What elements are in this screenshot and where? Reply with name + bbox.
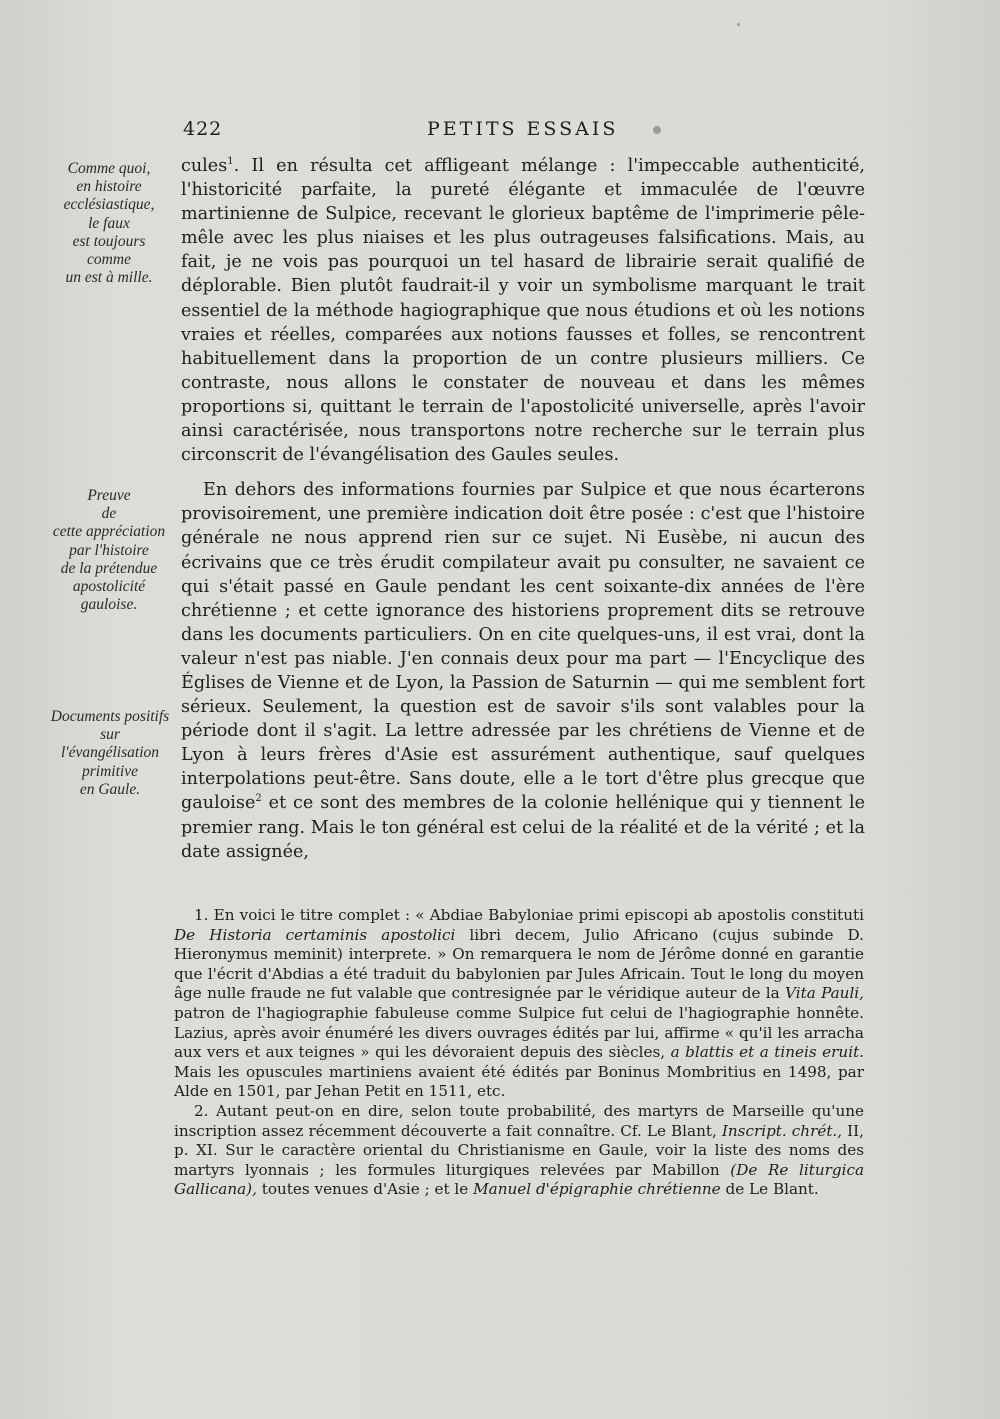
page-number: 422 [183,118,223,140]
text-run: II, p. XI. Sur le caractère oriental du Christianisme en Gaule, voir la liste des noms des martyrs lyonnais ; les formules liturgiques relevées par Mabillon [174,1121,864,1179]
text-run: et ce sont des membres de la colonie hellénique qui y tiennent le premier rang. Mais le ton général est celui de la réalité et de la vérité ; et la date assignée, [181,793,865,862]
text-run: 1. En voici le titre complet : « Abdiae Babyloniae primi episcopi ab apostolis constituti [194,906,864,924]
text-run: toutes venues d'Asie ; et le [256,1180,474,1199]
text-run: 2. Autant peut-on en dire, selon toute probabilité, des martyrs de Marseille qu'une inscription assez récemment découverte a fait connaître. Cf. Le Blant, [174,1101,864,1140]
margin-note-line: en histoire [76,178,142,196]
margin-note-line: apostolicité [72,578,146,596]
footnote-ref: 1 [227,156,234,168]
text-run: patron de l'hagiographie fabuleuse comme Sulpice fut celui de l'hagiographie honnête. Lazius, après avoir énuméré les divers ouvrages édités par lui, affirme « qu'il les arracha aux vers et aux teignes » qui les dévoraient depuis des siècles, [174,1003,864,1062]
italic-run: a blattis et a tineis eruit. [670,1043,864,1062]
text-run: libri decem, Julio Africano (cujus subinde D. Hieronymus meminit) interprete. » On remarquera le nom de Jérôme donné en garantie que l'écrit d'Abdias a été traduit du babylonien par Jules Africain. Tout le long du moyen âge nulle fraude ne fut valable que contresignée par le véridique auteur de la [174,925,864,1003]
margin-note-line: Documents positifs [50,708,170,725]
text-run: . Il en résulta cet affligeant mélange : l'impeccable authenticité, l'historicité parfaite, la pureté élégante et immaculée de l'œuvre martinienne de Sulpice, recevant le glorieux baptême de l'imprimerie pêle-mêle avec les plus niaises et les plus outrageuses falsifications. Mais, au fait, je ne vois pas pourquoi un tel hasard de librairie serait qualifié de déplorable. Bien plutôt faudrait-il y voir un symbolisme marquant le trait essentiel de la méthode hagiographique que nous étudions et où les notions vraies et réelles, comparées aux notions fausses et folles, se rencontrent habituellement dans la proportion de un contre plusieurs milliers. Ce contraste, nous allons le constater de nouveau et dans les mêmes proportions si, quittant le terrain de l'apostolicité universelle, après l'avoir ainsi caractérisée, nous transportons notre recherche sur le terrain plus circonscrit de l'évangélisation des Gaules seules. [181,156,865,466]
margin-note-2 [44,487,174,614]
margin-note-line: sur [100,726,120,744]
margin-note-line: un est à mille. [65,269,153,287]
margin-note-line: est toujours [72,232,146,250]
running-title: PETITS ESSAIS [427,118,619,140]
margin-note-1 [44,160,174,287]
margin-note-line: l'évangélisation [60,744,160,762]
paper-speck [737,23,740,26]
paper-speck [653,126,661,134]
text-run: cules [181,156,228,176]
margin-note-line: de la prétendue [60,559,158,577]
margin-note-line: cette appréciation [52,523,166,541]
margin-note-line: ecclésiastique, [63,196,155,214]
text-run: de Le Blant. [720,1180,819,1199]
margin-note-line: de [101,505,117,523]
margin-note-line: primitive [82,762,138,780]
page-header [183,118,863,148]
italic-run: Manuel d'épigraphie chrétienne [473,1180,721,1199]
margin-note-line: le faux [88,214,130,232]
text-run: Mais les opuscules martiniens avaient été édités par Boninus Mombritius en 1498, par Alde en 1501, par Jehan Petit en 1511, etc. [174,1062,864,1101]
margin-note-3 [40,708,180,799]
footnotes [174,906,864,1200]
footnote-2 [174,1102,864,1200]
margin-note-line: gauloise. [80,596,138,614]
margin-note-line: Preuve [87,487,131,504]
margin-note-line: en Gaule. [79,780,141,798]
footnote-ref: 2 [255,793,262,805]
italic-run: Vita Pauli, [785,984,864,1003]
italic-run: (De Re liturgica Gallicana), [174,1160,864,1199]
paragraph [181,154,865,467]
italic-run: Inscript. chrét., [721,1121,843,1140]
italic-run: De Historia certaminis apostolici [174,925,456,944]
text-run: En dehors des informations fournies par Sulpice et que nous écarterons provisoirement, une première indication doit être posée : c'est que l'histoire générale ne nous apprend rien sur ce sujet. Ni Eusèbe, ni aucun des écrivains que ce très érudit compilateur avait pu consulter, ne savaient ce qui s'était passé en Gaule pendant les cent soixante-dix années de l'ère chrétienne ; et cette ignorance des historiens proprement dits se retrouve dans les documents particuliers. On en cite quelques-uns, il est vrai, dont la valeur n'est pas niable. J'en connais deux pour ma part — l'Encyclique des Églises de Vienne et de Lyon, la Passion de Saturnin — qui me semblent fort sérieux. Seulement, la question est de savoir s'ils sont valables pour la période dont il s'agit. La lettre adressée par les chrétiens de Vienne et de Lyon à leurs frères d'Asie est assurément authentique, sauf quelques interpolations peut-être. Sans doute, elle a le tort d'être plus grecque que gauloise [181,480,865,814]
margin-note-line: comme [87,251,131,269]
margin-note-line: par l'histoire [69,541,149,559]
main-text [181,154,865,864]
footnote-1 [174,906,864,1102]
paragraph [181,478,865,864]
margin-note-line: Comme quoi, [67,160,151,177]
